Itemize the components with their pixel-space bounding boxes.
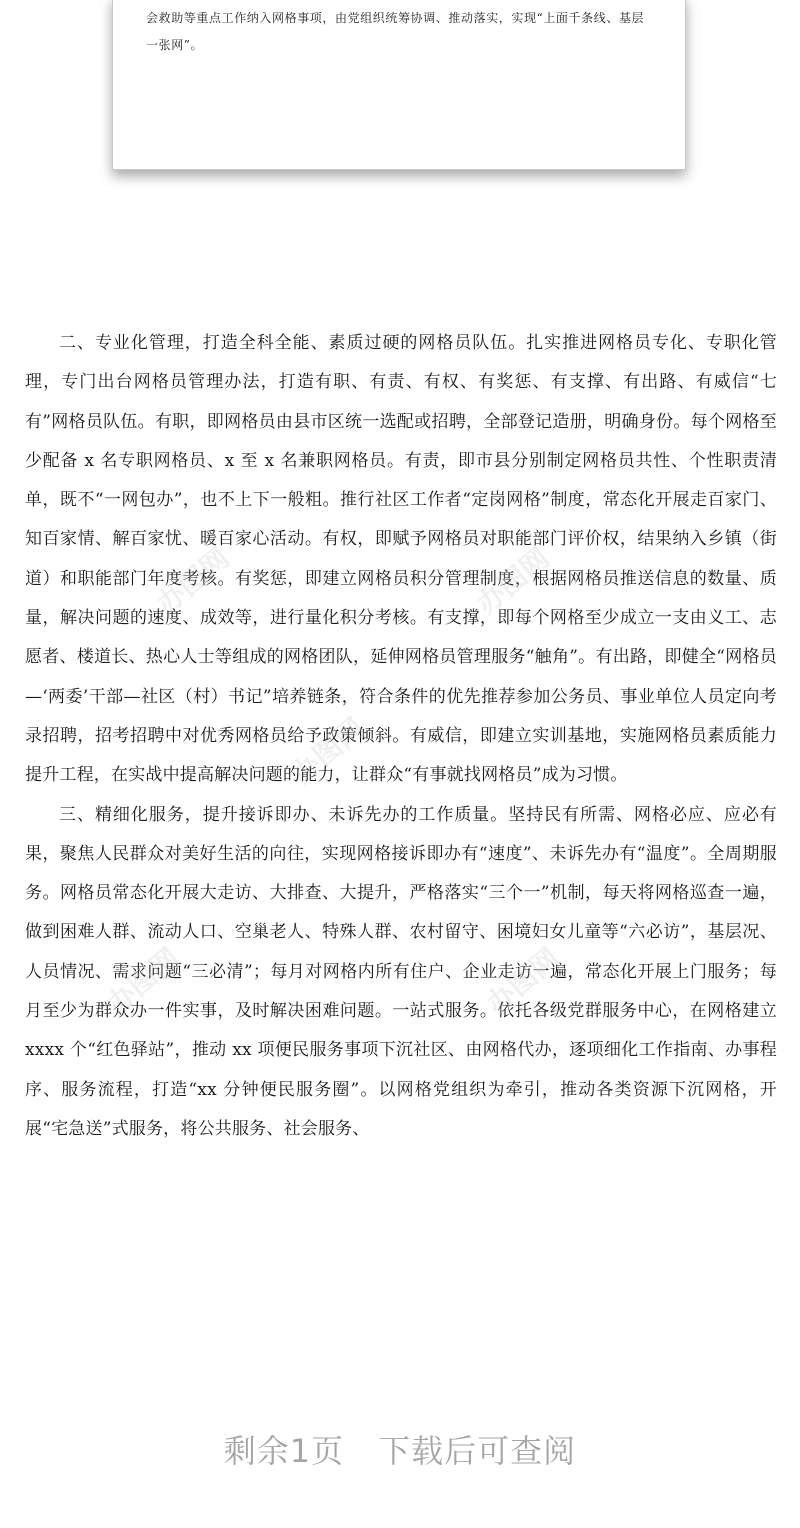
remaining-pages-label: 剩余1页 bbox=[223, 1432, 345, 1470]
document-body bbox=[25, 324, 777, 1149]
watermark: 办图网 bbox=[150, 541, 236, 621]
download-prompt-banner[interactable] bbox=[0, 1426, 800, 1476]
watermark: 办图网 bbox=[285, 711, 371, 791]
download-to-view-label: 下载后可查阅 bbox=[378, 1432, 577, 1470]
paragraph-section-2: 二、专业化管理，打造全科全能、素质过硬的网格员队伍。扎实推进网格员专化、专职化管理，专门出台网格员管理办法，打造有职、有责、有权、有奖惩、有支撑、有出路、有威信“七有”网格员队伍。有职，即网格员由县市区统一选配或招聘，全部登记造册，明确身份。每个网格至少配备 x 名专职网格员、x 至 x 名兼职网格员。有责，即市县分别制定网格员共性、个性职责清单，既不“一网包办”，也不上下一般粗。推行社区工作者“定岗网格”制度，常态化开展走百家门、知百家情、解百家忧、暖百家心活动。有权，即赋予网格员对职能部门评价权，结果纳入乡镇（街道）和职能部门年度考核。有奖惩，即建立网格员积分管理制度，根据网格员推送信息的数量、质量，解决问题的速度、成效等，进行量化积分考核。有支撑，即每个网格至少成立一支由义工、志愿者、楼道长、热心人士等组成的网格团队，延伸网格员管理服务“触角”。有出路，即健全“网格员—‘两委’干部—社区（村）书记”培养链条，符合条件的优先推荐参加公务员、事业单位人员定向考录招聘，招考招聘中对优秀网格员给予政策倾斜。有威信，即建立实训基地，实施网格员素质能力提升工程，在实战中提高解决问题的能力，让群众“有事就找网格员”成为习惯。 bbox=[25, 333, 777, 786]
watermark: 办图网 bbox=[470, 541, 556, 621]
watermark: 办图网 bbox=[480, 941, 566, 1021]
previous-page-card bbox=[112, 0, 686, 170]
previous-page-text: 会救助等重点工作纳入网格事项，由党组织统筹协调、推动落实，实现“上面千条线、基层一张网”。 bbox=[146, 11, 645, 52]
watermark: 办图网 bbox=[100, 941, 186, 1021]
paragraph-section-3: 三、精细化服务，提升接诉即办、未诉先办的工作质量。坚持民有所需、网格必应、应必有果，聚焦人民群众对美好生活的向往，实现网格接诉即办有“速度”、未诉先办有“温度”。全周期服务。网格员常态化开展大走访、大排查、大提升，严格落实“三个一”机制，每天将网格巡查一遍，做到困难人群、流动人口、空巢老人、特殊人群、农村留守、困境妇女儿童等“六必访”，基层况、人员情况、需求问题“三必清”；每月对网格内所有住户、企业走访一遍，常态化开展上门服务；每月至少为群众办一件实事，及时解决困难问题。一站式服务。依托各级党群服务中心，在网格建立 xxxx 个“红色驿站”，推动 xx 项便民服务事项下沉社区、由网格代办，逐项细化工作指南、办事程序、服务流程，打造“xx 分钟便民服务圈”。以网格党组织为牵引，推动各类资源下沉网格，开展“宅急送”式服务，将公共服务、社会服务、 bbox=[25, 804, 777, 1139]
